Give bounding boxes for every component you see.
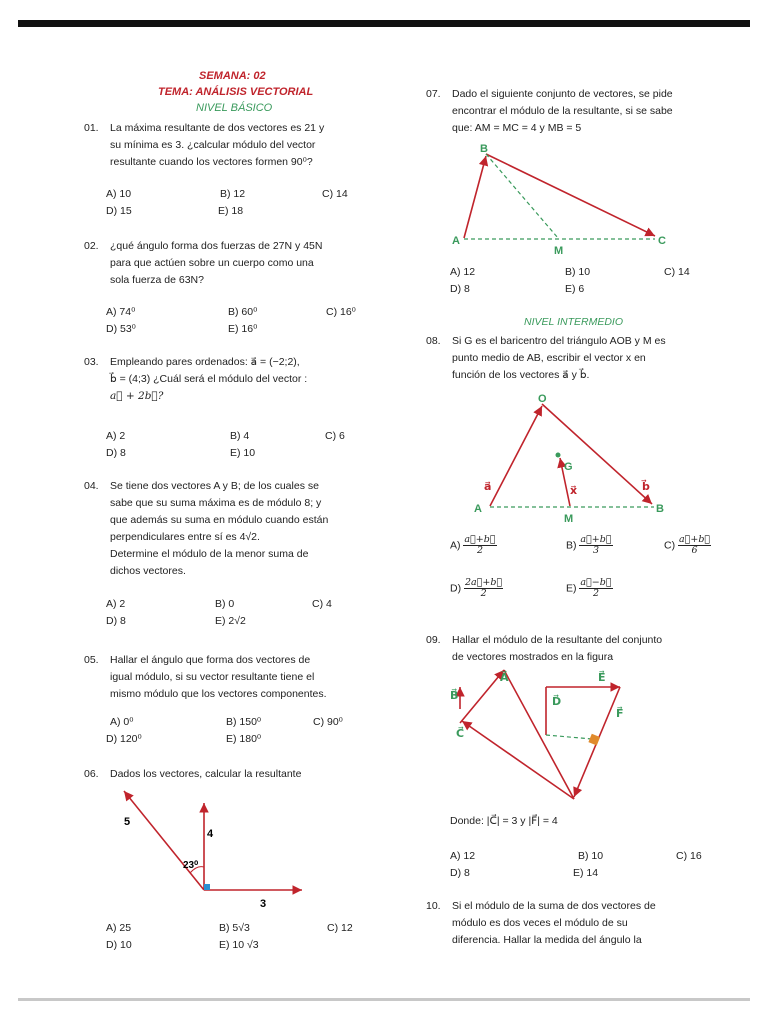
svg-text:M: M: [564, 513, 574, 525]
option: A) 25: [106, 922, 132, 934]
option: C) 14: [322, 188, 348, 200]
svg-text:D⃗: D⃗: [552, 696, 562, 708]
option: B) 12: [220, 188, 246, 200]
right-angle-marker: [204, 884, 210, 890]
option: E) 2√2: [215, 615, 246, 627]
level-intermediate: NIVEL INTERMEDIO: [524, 316, 623, 328]
question-05: 05. Hallar el ángulo que forma dos vectores de igual módulo, si su vector resultante tiene el mismo módulo que los vectores componentes.: [84, 654, 327, 700]
svg-text:O: O: [538, 393, 547, 405]
svg-text:B: B: [480, 143, 488, 155]
option: C) 90⁰: [313, 716, 343, 728]
svg-text:A: A: [474, 503, 482, 515]
option: B) $\frac{a⃗+b⃗}{3}$: [566, 534, 612, 556]
option: D) 8: [450, 867, 470, 879]
donde-note: Donde: |C⃗| = 3 y |F⃗| = 4: [450, 815, 558, 827]
svg-text:B⃗: B⃗: [450, 690, 459, 702]
option: B) 10: [578, 850, 604, 862]
level-basic: NIVEL BÁSICO: [196, 102, 273, 114]
label-5: 5: [124, 816, 131, 828]
option: A) 74⁰: [106, 306, 136, 318]
option: A) 12: [450, 850, 476, 862]
option: E) 10 √3: [219, 939, 259, 951]
label-angle: 23⁰: [183, 860, 199, 871]
option: D) 8: [106, 447, 126, 459]
question-08: 08. Si G es el baricentro del triángulo AOB y M es punto medio de AB, escribir el vector x en función de los vectores a⃗ y b⃗.: [426, 335, 666, 381]
option: B) 60⁰: [228, 306, 258, 318]
option: C) 4: [312, 598, 332, 610]
q09-vector-figure: [446, 665, 646, 810]
option: E) 14: [573, 867, 599, 879]
option: A) 12: [450, 266, 476, 278]
question-02: 02. ¿qué ángulo forma dos fuerzas de 27N y 45N para que actúen sobre un cuerpo como una sola fuerza de 63N?: [84, 240, 323, 286]
option: B) 0: [215, 598, 235, 610]
topic-title: TEMA: ANÁLISIS VECTORIAL: [158, 86, 314, 98]
svg-text:A: A: [452, 235, 460, 247]
option: B) 5√3: [219, 922, 250, 934]
option: E) 16⁰: [228, 323, 258, 335]
option: C) 16: [676, 850, 702, 862]
option: D) 8: [106, 615, 126, 627]
question-07: 07. Dado el siguiente conjunto de vectores, se pide encontrar el módulo de la resultante, si se sabe que: AM = MC = 4 y MB = 5: [426, 88, 673, 134]
question-06: 06. Dados los vectores, calcular la resultante: [84, 768, 302, 780]
option: A) $\frac{a⃗+b⃗}{2}$: [450, 534, 496, 556]
week-title: SEMANA: 02: [199, 70, 266, 82]
svg-text:G: G: [564, 461, 573, 473]
option: E) 18: [218, 205, 244, 217]
option: A) 2: [106, 598, 126, 610]
option: B) 150⁰: [226, 716, 262, 728]
option: C) 6: [325, 430, 345, 442]
option: E) $\frac{a⃗-b⃗}{2}$: [566, 577, 612, 599]
option: E) 10: [230, 447, 256, 459]
option: D) 120⁰: [106, 733, 142, 745]
question-09: 09. Hallar el módulo de la resultante del conjunto de vectores mostrados en la figura: [426, 634, 663, 663]
label-3: 3: [260, 898, 267, 910]
question-10: 10. Si el módulo de la suma de dos vectores de módulo es dos veces el módulo de su diferencia. Hallar la medida del ángulo la: [426, 900, 656, 946]
question-03: 03. Empleando pares ordenados: a⃗ = (−2;2), b⃗ = (4;3) ¿Cuál será el módulo del vector : a⃗ + 2b⃗?: [84, 356, 308, 402]
option: C) 14: [664, 266, 690, 278]
question-01: 01. La máxima resultante de dos vectores es 21 y su mínima es 3. ¿calcular módulo del vector resultante cuando los vectores formen 90⁰?: [84, 122, 325, 168]
q06-vector-figure: [110, 785, 320, 915]
top-rule: [18, 20, 750, 27]
option: D) $\frac{2a⃗+b⃗}{2}$: [450, 577, 503, 599]
svg-text:x⃗: x⃗: [570, 485, 578, 497]
vector-5: [124, 791, 204, 890]
svg-text:F⃗: F⃗: [616, 708, 624, 720]
option: C) $\frac{a⃗+b⃗}{6}$: [664, 534, 711, 556]
option: A) 2: [106, 430, 126, 442]
option: D) 8: [450, 283, 470, 295]
option: E) 6: [565, 283, 585, 295]
option: B) 4: [230, 430, 250, 442]
option: A) 0⁰: [110, 716, 134, 728]
option: D) 53⁰: [106, 323, 136, 335]
svg-text:C: C: [658, 235, 666, 247]
option: E) 180⁰: [226, 733, 262, 745]
label-4: 4: [207, 828, 214, 840]
option: A) 10: [106, 188, 132, 200]
option: D) 15: [106, 205, 132, 217]
svg-text:b⃗: b⃗: [642, 481, 650, 493]
svg-text:E⃗: E⃗: [598, 672, 606, 684]
svg-text:C⃗: C⃗: [456, 728, 465, 740]
bottom-rule: [18, 998, 750, 1001]
option: C) 16⁰: [326, 306, 356, 318]
option: D) 10: [106, 939, 132, 951]
svg-text:a⃗: a⃗: [484, 481, 492, 493]
question-04: 04. Se tiene dos vectores A y B; de los cuales se sabe que su suma máxima es de módulo 8; y que además su suma en módulo cuando están perpendiculares entre sí es 4√2. Determine el módulo de la menor suma de dichos vectores.: [84, 480, 329, 577]
q08-triangle-figure: [466, 392, 686, 527]
q07-vector-figure: [450, 140, 680, 260]
option: C) 12: [327, 922, 353, 934]
svg-text:A⃗: A⃗: [500, 672, 509, 684]
svg-text:M: M: [554, 245, 564, 257]
option: B) 10: [565, 266, 591, 278]
svg-text:B: B: [656, 503, 664, 515]
